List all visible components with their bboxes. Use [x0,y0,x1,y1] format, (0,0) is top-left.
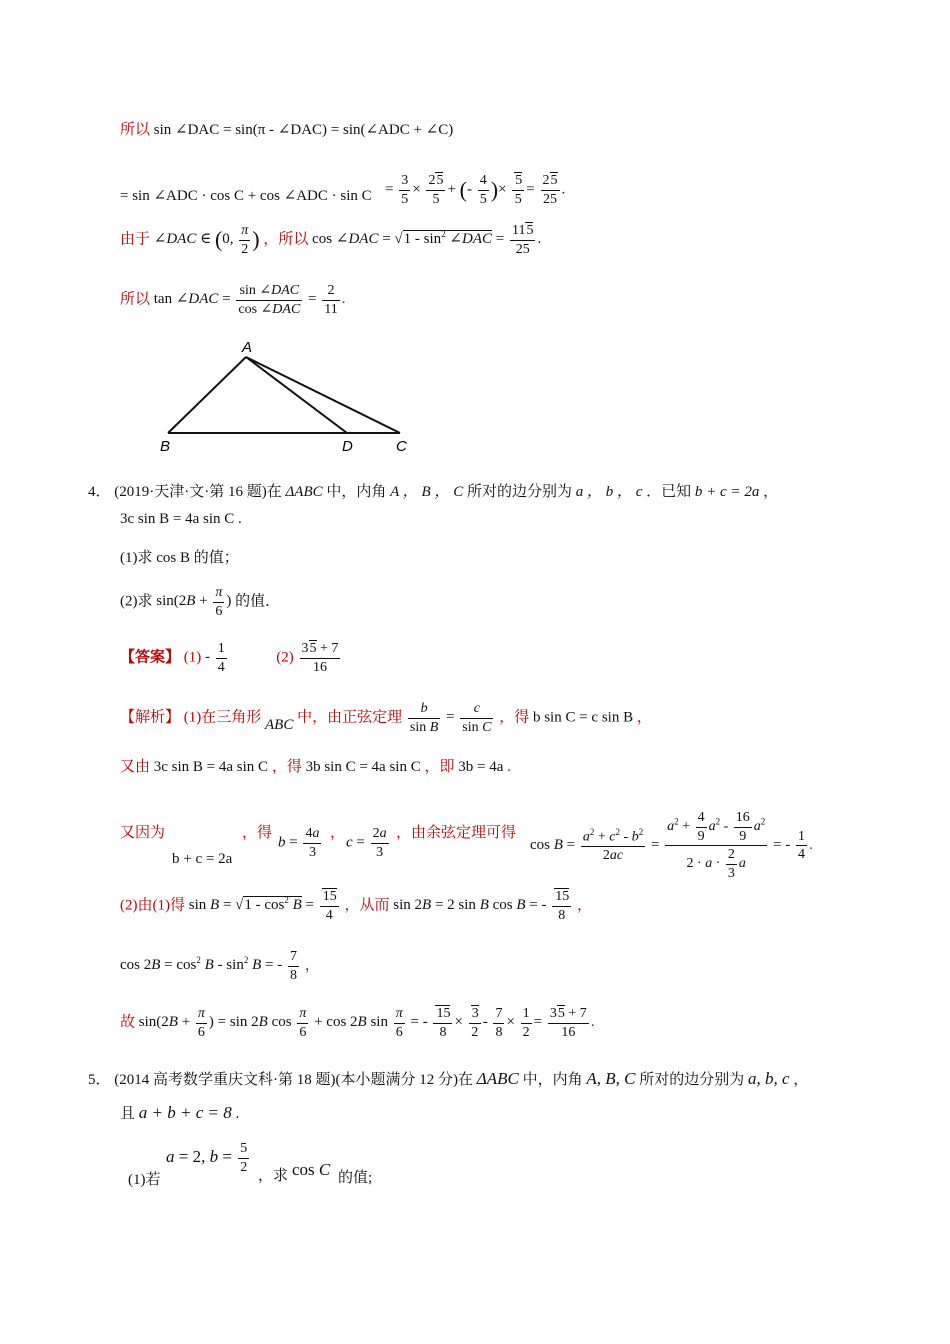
math-expression: b sin C = c sin B [532,709,634,726]
q4-analysis-line2 [120,755,950,776]
q4-answer: 【答案】 (1) - $\frac{1}{4}$ (2) $\frac{35 + 7}{16}$ [120,641,339,675]
text: (1)在三角形 [183,709,262,726]
text: ， [636,709,652,726]
question-number: 5． [88,1072,111,1088]
q4-analysis-line4: (2)由(1)得 $\sin B = √1 - \cos^2 B$ = $\frac{15}{4}$ ，从而 sin 2B = 2 sin B cos B = - $\frac{15}{8}$ ， [120,889,593,923]
q5-part1: (1)若 a = 2, b = $\frac{5}{2}$ ，求 cos C 的值; [128,1141,373,1188]
triangle-figure [150,335,420,460]
side-AB [168,357,246,433]
math-expression: = sin ∠ADC · cos C + cos ∠ADC · sin C [120,188,372,204]
label-C: C [396,438,407,455]
text: 中，内角 [326,484,387,500]
label-A: A [242,339,253,356]
text: 所以 [120,122,151,138]
text: (1)若 [128,1172,161,1188]
math-expression: b + c = 2a [694,484,760,500]
text: ， [330,825,346,841]
q4-analysis-line1: 【解析】 (1)在三角形 ABC 中，由正弦定理 $\frac{b}{\text{sin B}}$ = $\frac{c}{\text{sin C}}$ ，得 b sin C = c sin B ， [120,701,652,735]
math-expression: A ， B ， C [390,484,464,500]
text: 所对的边分别为 [639,1072,745,1088]
text: ， [793,1072,809,1088]
text: ，得 [271,759,302,775]
text: 中，由正弦定理 [297,709,403,726]
math-expression: 3c sin B = 4a sin C [153,759,269,775]
math-expression-fracs: = $\frac{3}{5}$ × $\frac{25}{5}$ + (- $\frac{4}{5}$ )× $\frac{5}{5}$ = $\frac{25}{25}$ . [385,173,566,207]
text: . [238,511,242,527]
analysis-tag: 【解析】 [120,709,181,726]
math-expression: a + b + c = 8 [138,1103,232,1122]
text: ，求 [258,1168,289,1184]
text: ，从而 [344,897,390,914]
math-expression: cos B [156,550,190,566]
question-number: 4． [88,484,111,500]
sol3-line1 [120,118,950,139]
q4-part2: (2)求 sin(2B + $\frac{\pi}{6}$ ) 的值． [120,585,281,619]
side-AC [246,357,400,433]
math-expression: ΔABC [476,1069,519,1088]
text: ，即 [424,759,455,775]
q4-part1 [120,546,950,567]
text: 由于 [120,231,151,248]
text: 且 [120,1106,136,1122]
q4-given2 [120,511,950,528]
text: 故 [120,1014,136,1031]
text: ， [763,484,779,500]
math-expression: b + c = 2a [172,851,233,867]
text: (1) [183,649,202,666]
text: 的值． [235,593,281,610]
text: ，得 [499,709,530,726]
label-D: D [342,438,353,455]
math-expression: 3b sin C = 4a sin C [305,759,421,775]
math-expression: ΔABC [285,484,323,500]
text: ， [304,957,320,974]
text: 又因为 [120,825,166,841]
math-expression: sin ∠DAC = sin(π - ∠DAC) = sin(∠ADC + ∠C) [153,122,454,138]
question-source: (2014 高考数学重庆文科·第 18 题)(本小题满分 12 分)在 [114,1072,473,1088]
text: 的值； [193,550,239,566]
text: ，由余弦定理可得 [396,825,517,841]
text: 中，内角 [522,1072,583,1088]
q5-stem [88,1068,950,1089]
text: ，得 [242,825,273,841]
math-expression: ABC [265,717,294,734]
text: . [235,1106,240,1122]
text: (2) [276,649,294,666]
q4-stem [88,480,950,501]
text: 所对的边分别为 [466,484,572,500]
text: ， [577,897,593,914]
math-expression: a ， b ， c [575,484,643,500]
segment-AD [246,357,347,433]
sol3-line3: 由于 ∠DAC ∈ (0, $\frac{\pi}{2}$ ) ，所以 cos ∠DAC = $√1 - \sin^2$ ∠DAC = $\frac{115}{25}$ . [120,223,542,257]
math-expression: A, B, C [586,1069,636,1088]
label-B: B [160,438,171,455]
text: ．已知 [646,484,692,500]
math-expression: 3b = 4a [458,759,504,775]
math-expression: a, b, c [747,1069,790,1088]
q4-analysis-line5: $\cos 2B = \cos^2 B - \sin^2 B$ = - $\frac{7}{8}$ ， [120,949,320,983]
answer-tag: 【答案】 [120,649,181,666]
text: 又由 [120,759,151,775]
text: (2)由(1)得 [120,897,185,914]
q5-given [120,1102,950,1123]
text: 所以 [120,291,151,308]
text: ，所以 [263,231,309,248]
q4-analysis-line3: 又因为 b + c = 2a ，得 b = $\frac{4a}{3}$ ， c = $\frac{2a}{3}$ ，由余弦定理可得 cos B = $\frac{a^2 + c^2 - b^2}{2ac}$ = $a^2$ + $\frac{4}{9}$ $a^2$ - $\frac{16}{9}$ $a^2$ 2 · a · $\frac{2}{3}$ a = - $\frac{1}{4}$ . [120,810,813,881]
question-source: (2019·天津·文·第 16 题)在 [114,484,282,500]
text: . [507,759,511,775]
math-expression: 3c sin B = 4a sin C [120,511,235,527]
text: (2)求 [120,593,153,610]
q4-analysis-line6: 故 sin(2B + $\frac{\pi}{6}$ ) = sin 2B cos $\frac{\pi}{6}$ + cos 2B sin $\frac{\pi}{6}$ = - $\frac{15}{8}$ × $\frac{3}{2}$ - $\frac{7}{8}$ × $\frac{1}{2}$ = $\frac{35 + 7}{16}$ . [120,1006,595,1040]
sol3-line4: 所以 tan ∠DAC = $\frac{\text{sin ∠DAC}}{\text{cos ∠DAC}}$ = $\frac{2}{11}$ . [120,283,346,317]
text: 的值; [338,1170,373,1186]
text: (1)求 [120,550,153,566]
